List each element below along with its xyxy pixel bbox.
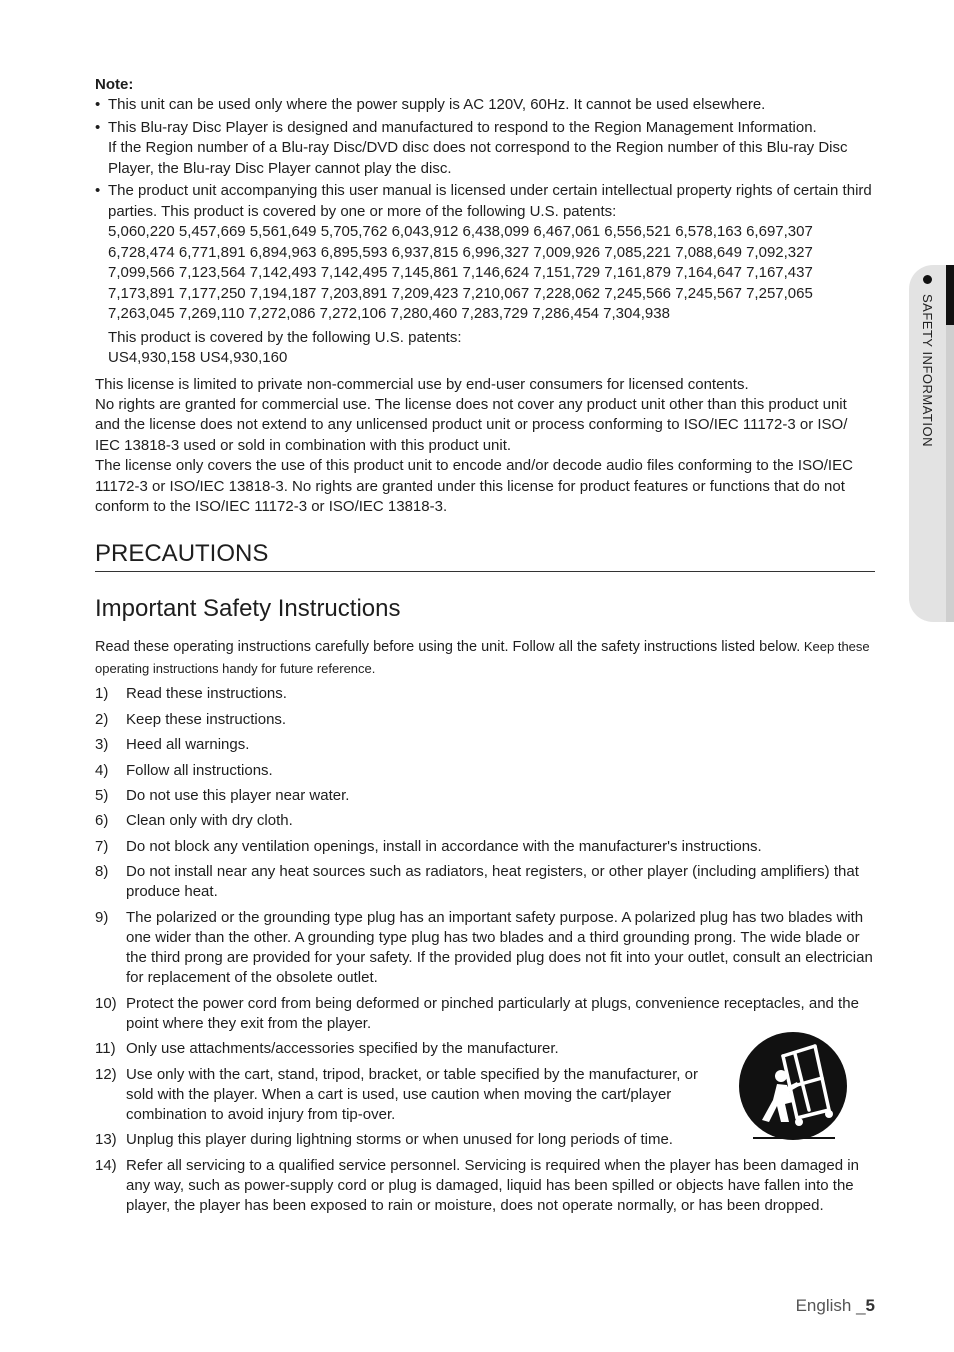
note-title: Note: — [95, 76, 134, 93]
list-item-text: Read these instructions. — [126, 685, 287, 703]
list-number: 14) — [95, 1156, 117, 1174]
note-bullet-list — [95, 95, 875, 369]
list-item-text: Protect the power cord from being deformed or pinched particularly at plugs, convenience receptacles, and the point where they exit from the player. — [126, 994, 859, 1032]
page-footer — [796, 1296, 875, 1316]
license-paragraph: No rights are granted for commercial use. The license does not cover any product unit other than this product unit and the license does not extend to any unlicensed product unit or process conforming to ISO/IEC 11172-3 or ISO/ IEC 13818-3 used or sold in combination with this product unit. — [95, 395, 848, 454]
precautions-heading: PRECAUTIONS — [95, 539, 875, 572]
list-number: 11) — [95, 1040, 116, 1058]
side-tab-edge — [946, 325, 954, 622]
list-item — [95, 710, 875, 730]
list-number: 13) — [95, 1131, 117, 1149]
patent-list: 5,060,220 5,457,669 5,561,649 5,705,762 6,043,912 6,438,099 6,467,061 6,556,521 6,578,163 6,697,307 6,728,474 6,771,891 6,894,963 6,895,593 6,937,815 6,996,327 7,009,926 7,085,221 7,088,649 7,092,327 7,099,566 7,123,564 7,142,493 7,142,495 7,145,861 7,146,624 7,151,729 7,161,879 7,164,647 7,167,437 7,173,891 7,177,250 7,194,187 7,203,891 7,209,423 7,210,067 7,228,062 7,245,566 7,245,567 7,257,065 7,263,045 7,269,110 7,272,086 7,272,106 7,280,460 7,283,729 7,286,454 7,304,938 — [108, 223, 813, 322]
note-bullet-text: This product is covered by the following U.S. patents: — [108, 328, 462, 346]
list-item-text: Refer all servicing to a qualified service personnel. Servicing is required when the player has been damaged in any way, such as power-supply cord or plug is damaged, liquid has been spilled or objects have fallen into the player, the player has been exposed to rain or moisture, does not operate normally, or has been dropped. — [126, 1156, 859, 1215]
list-number: 7) — [95, 837, 109, 855]
note-bullet — [95, 118, 875, 180]
note-bullet-text: If the Region number of a Blu-ray Disc/DVD disc does not correspond to the Region number of this Blu-ray Disc Player, the Blu-ray Disc Player cannot play the disc. — [108, 139, 848, 177]
license-block — [95, 375, 875, 518]
list-item — [95, 811, 875, 831]
list-number: 2) — [95, 710, 109, 728]
side-tab-active-marker — [946, 265, 954, 325]
list-item — [95, 786, 875, 806]
cart-tip-over-warning-icon — [737, 1030, 851, 1142]
note-bullet — [95, 95, 875, 116]
list-number: 5) — [95, 786, 109, 804]
list-number: 1) — [95, 685, 109, 703]
list-item-text: Do not install near any heat sources such as radiators, heat registers, or other player (including amplifiers) that produce heat. — [126, 863, 859, 901]
list-item — [95, 994, 875, 1034]
list-item — [95, 735, 875, 755]
footer-language: English _ — [795, 1296, 866, 1315]
list-item-text: Do not use this player near water. — [126, 786, 350, 804]
list-item-text: Keep these instructions. — [126, 710, 287, 728]
list-item — [95, 761, 875, 781]
list-item-text: Heed all warnings. — [126, 736, 250, 754]
list-item — [95, 684, 875, 704]
patent-list: US4,930,158 US4,930,160 — [108, 349, 288, 366]
note-bullet-text: • This Blu-ray Disc Player is designed and manufactured to respond to the Region Management Information. — [108, 118, 817, 136]
list-number: 4) — [95, 761, 109, 779]
list-item — [95, 862, 875, 902]
list-item — [95, 1065, 706, 1126]
list-item-text: Use only with the cart, stand, tripod, bracket, or table specified by the manufacturer, or sold with the player. When a cart is used, use caution when moving the cart/player combination to avoid injury from tip-over. — [126, 1065, 698, 1124]
list-item-text: Follow all instructions. — [126, 761, 273, 779]
safety-instructions-heading: Important Safety Instructions — [95, 595, 401, 623]
note-bullet-text: • This unit can be used only where the power supply is AC 120V, 60Hz. It cannot be used elsewhere. — [108, 96, 766, 113]
license-paragraph: The license only covers the use of this product unit to encode and/or decode audio files conforming to the ISO/IEC 11172-3 or ISO/IEC 13818-3. No rights are granted under this license for product features or functions that do not conform to the ISO/IEC 11172-3 or ISO/IEC 13818-3. — [95, 457, 853, 515]
intro-paragraph — [95, 636, 875, 680]
page-number: 5 — [865, 1296, 875, 1315]
list-item-text: The polarized or the grounding type plug has an important safety purpose. A polarized plug has two blades with one wider than the other. A grounding type plug has two blades and a third grounding prong. The wide blade or the third prong are provided for your safety. If the provided plug does not fit into your outlet, consult an electrician for replacement of the obsolete outlet. — [126, 908, 873, 987]
license-paragraph: This license is limited to private non-commercial use by end-user consumers for licensed contents. — [95, 375, 749, 393]
list-number: 6) — [95, 812, 109, 830]
intro-text: Read these operating instructions carefully before using the unit. Follow all the safety instructions listed below. — [95, 639, 801, 656]
list-item — [95, 837, 875, 857]
list-item-text: Only use attachments/accessories specified by the manufacturer. — [126, 1040, 559, 1058]
list-number: 8) — [95, 863, 109, 881]
list-item-text: Clean only with dry cloth. — [126, 812, 293, 830]
list-number: 10) — [95, 994, 117, 1012]
list-item — [95, 1156, 875, 1217]
note-bullet — [95, 181, 875, 369]
side-tab-label — [915, 275, 935, 447]
list-item — [95, 908, 875, 989]
list-number: 9) — [95, 908, 109, 926]
side-tab-text: SAFETY INFORMATION — [920, 294, 935, 447]
list-item-text: Do not block any ventilation openings, install in accordance with the manufacturer's instructions. — [126, 837, 762, 855]
list-number: 12) — [95, 1065, 117, 1083]
list-number: 3) — [95, 736, 109, 754]
intro-text-small: Keep these operating instructions handy for future reference. — [95, 639, 870, 677]
list-item-text: Unplug this player during lightning storms or when unused for long periods of time. — [126, 1131, 673, 1149]
note-bullet-text: • The product unit accompanying this user manual is licensed under certain intellectual property rights of certain third parties. This product is covered by one or more of the following U.S. patents: — [108, 182, 872, 220]
bullet-dot-icon — [923, 275, 932, 284]
